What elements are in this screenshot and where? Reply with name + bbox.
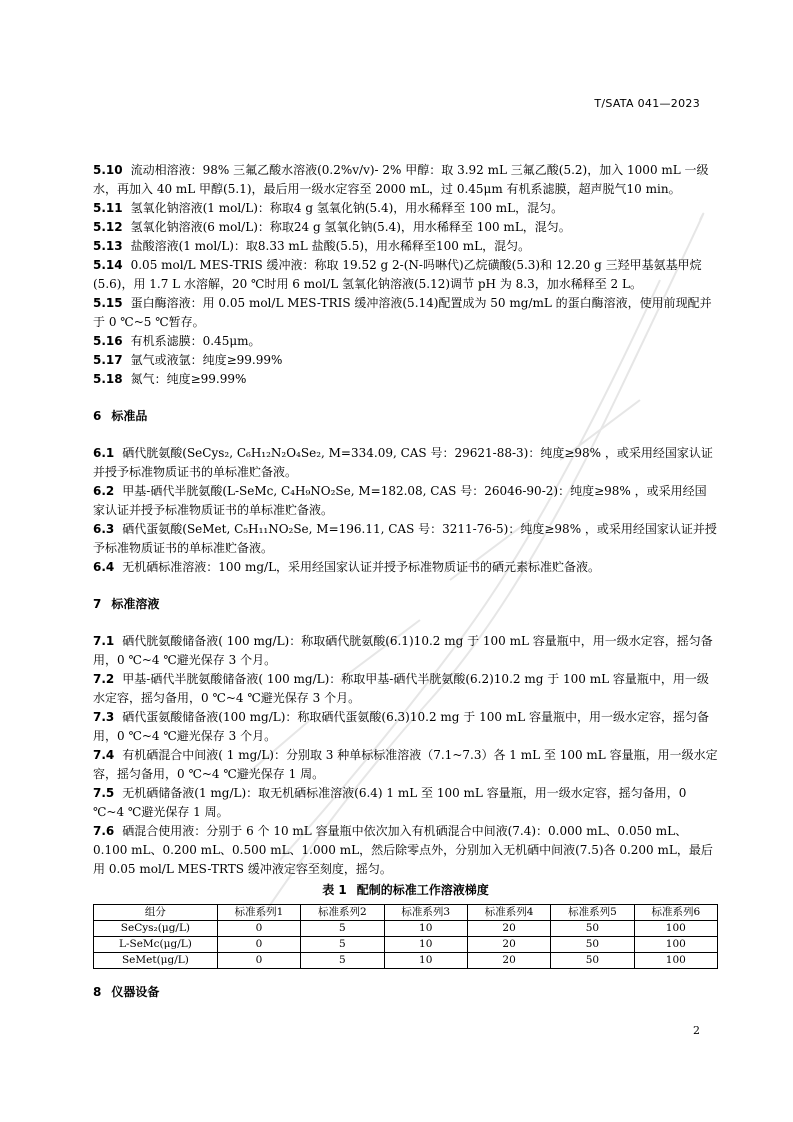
clause-text: 蛋白酶溶液：用 0.05 mol/L MES-TRIS 缓冲溶液(5.14)配置成为 50 mg/mL 的蛋白酶溶液，使用前现配并于 0 ℃~5 ℃暂存。 [93, 296, 712, 329]
table-row [94, 953, 718, 969]
solution-clause [93, 784, 718, 822]
section-8-heading: 8 仪器设备 [93, 985, 160, 999]
clause-text: 硒代胱氨酸(SeCys₂, C₆H₁₂N₂O₄Se₂, M=334.09, CAS 号：29621-88-3)：纯度≥98% ，或采用经国家认证并授予标准物质证书的单标准贮备液。 [93, 446, 713, 479]
table-cell: 10 [384, 937, 467, 953]
clause-number: 6.4 [93, 560, 115, 574]
table-header-cell: 标准系列3 [384, 905, 467, 921]
document-body [93, 161, 718, 1002]
reagent-clause [93, 256, 718, 294]
table-cell: 100 [634, 937, 717, 953]
table-header-cell: 标准系列4 [467, 905, 550, 921]
clause-text: 有机硒混合中间液( 1 mg/L)：分别取 3 种单标标准溶液（7.1~7.3）各 1 mL 至 100 mL 容量瓶，用一级水定容，摇匀备用，0 ℃~4 ℃避光保存 1 周。 [93, 748, 718, 781]
table-header-cell: 标准系列2 [301, 905, 384, 921]
clause-number: 7.6 [93, 824, 115, 838]
clause-number: 5.15 [93, 296, 123, 310]
table-cell: L-SeMc(μg/L) [94, 937, 218, 953]
clause-number: 7.5 [93, 786, 115, 800]
clause-number: 5.17 [93, 353, 123, 367]
standard-clause [93, 558, 718, 577]
table-body [94, 921, 718, 969]
table-cell: SeCys₂(μg/L) [94, 921, 218, 937]
table-caption: 表 1 配制的标准工作溶液梯度 [322, 883, 489, 897]
solution-clause [93, 670, 718, 708]
table-cell: 0 [217, 937, 300, 953]
clause-text: 硒代胱氨酸储备液( 100 mg/L)：称取硒代胱氨酸(6.1)10.2 mg 于 100 mL 容量瓶中，用一级水定容，摇匀备用，0 ℃~4 ℃避光保存 3 个月。 [93, 634, 713, 667]
clause-text: 甲基-硒代半胱氨酸储备液( 100 mg/L)：称取甲基-硒代半胱氨酸(6.2)10.2 mg 于 100 mL 容量瓶中，用一级水定容，摇匀备用，0 ℃~4 ℃避光保存 3 个月。 [93, 672, 709, 705]
table-cell: 100 [634, 953, 717, 969]
standard-clause [93, 520, 718, 558]
clause-text: 氢氧化钠溶液(1 mol/L)：称取4 g 氢氧化钠(5.4)，用水稀释至 100 mL，混匀。 [130, 201, 564, 215]
solution-clause [93, 632, 718, 670]
solution-clause [93, 746, 718, 784]
table-cell: 0 [217, 921, 300, 937]
clause-text: 硒代蛋氨酸储备液(100 mg/L)：称取硒代蛋氨酸(6.3)10.2 mg 于 100 mL 容量瓶中，用一级水定容，摇匀备用，0 ℃~4 ℃避光保存 3 个月。 [93, 710, 709, 743]
table-cell: 50 [551, 953, 634, 969]
table-row [94, 921, 718, 937]
table-cell: 0 [217, 953, 300, 969]
table-cell: 20 [467, 937, 550, 953]
reagent-clause [93, 161, 718, 199]
clause-number: 7.3 [93, 710, 115, 724]
section-7-heading: 7 标准溶液 [93, 597, 160, 611]
clause-text: 甲基-硒代半胱氨酸(L-SeMc, C₄H₉NO₂Se, M=182.08, CAS 号：26046-90-2)：纯度≥98% ，或采用经国家认证并授予标准物质证书的单标准贮备液。 [93, 484, 707, 517]
table-cell: 10 [384, 921, 467, 937]
standards-list [93, 444, 718, 577]
reagent-clause [93, 294, 718, 332]
table-cell: 50 [551, 937, 634, 953]
table-header-cell: 标准系列6 [634, 905, 717, 921]
standard-clause [93, 482, 718, 520]
clause-number: 5.10 [93, 163, 123, 177]
clause-text: 有机系滤膜：0.45μm。 [130, 334, 261, 348]
table-cell: 5 [301, 937, 384, 953]
clause-number: 5.12 [93, 220, 123, 234]
clause-text: 盐酸溶液(1 mol/L)：取8.33 mL 盐酸(5.5)，用水稀释至100 mL，混匀。 [130, 239, 531, 253]
table-cell: 20 [467, 921, 550, 937]
clause-text: 氩气或液氩：纯度≥99.99% [130, 353, 283, 367]
table-cell: 5 [301, 953, 384, 969]
reagent-clause [93, 199, 718, 218]
table-cell: SeMet(μg/L) [94, 953, 218, 969]
clause-text: 硒混合使用液：分别于 6 个 10 mL 容量瓶中依次加入有机硒混合中间液(7.4)：0.000 mL、0.050 mL、0.100 mL、0.200 mL、0.500 mL、1.000 mL，然后除零点外，分别加入无机硒中间液(7.5)各 0.200 mL，最后用 0.05 mol/L MES-TRTS 缓冲液定容至刻度，摇匀。 [93, 824, 713, 876]
solution-clause [93, 822, 718, 879]
clause-text: 无机硒储备液(1 mg/L)：取无机硒标准溶液(6.4) 1 mL 至 100 mL 容量瓶，用一级水定容，摇匀备用，0 ℃~4 ℃避光保存 1 周。 [93, 786, 687, 819]
clause-number: 5.16 [93, 334, 123, 348]
clause-text: 流动相溶液：98% 三氟乙酸水溶液(0.2%v/v)- 2% 甲醇：取 3.92 mL 三氟乙酸(5.2)，加入 1000 mL 一级水，再加入 40 mL 甲醇(5.1)，最后用一级水定容至 2000 mL，过 0.45μm 有机系滤膜，超声脱气10 min。 [93, 163, 709, 196]
table-cell: 50 [551, 921, 634, 937]
table-cell: 20 [467, 953, 550, 969]
clause-text: 氮气：纯度≥99.99% [130, 372, 247, 386]
clause-number: 5.14 [93, 258, 123, 272]
clause-number: 5.18 [93, 372, 123, 386]
solution-clause [93, 708, 718, 746]
reagent-clause [93, 351, 718, 370]
clause-text: 氢氧化钠溶液(6 mol/L)：称取24 g 氢氧化钠(5.4)，用水稀释至 100 mL，混匀。 [130, 220, 571, 234]
section-6-heading: 6 标准品 [93, 409, 148, 423]
reagent-clause [93, 370, 718, 389]
clause-text: 0.05 mol/L MES-TRIS 缓冲液：称取 19.52 g 2-(N-吗啉代)乙烷磺酸(5.3)和 12.20 g 三羟甲基氨基甲烷(5.6)，用 1.7 L 水溶解，20 ℃时用 6 mol/L 氢氧化钠溶液(5.12)调节 pH 为 8.3，加水稀释至 2 L。 [93, 258, 702, 291]
table-header-cell: 标准系列1 [217, 905, 300, 921]
page-number: 2 [693, 1024, 700, 1037]
standard-solutions-list [93, 632, 718, 879]
table-row [94, 937, 718, 953]
table-header-row [94, 905, 718, 921]
reagent-clause [93, 332, 718, 351]
clause-number: 7.1 [93, 634, 115, 648]
reagent-clause [93, 218, 718, 237]
clause-number: 7.4 [93, 748, 115, 762]
document-code: T/SATA 041—2023 [594, 97, 700, 110]
reagent-list [93, 161, 718, 389]
clause-number: 6.1 [93, 446, 115, 460]
clause-number: 5.11 [93, 201, 123, 215]
clause-number: 6.3 [93, 522, 115, 536]
clause-number: 6.2 [93, 484, 115, 498]
table-cell: 10 [384, 953, 467, 969]
standard-gradient-table [93, 904, 718, 969]
standard-clause [93, 444, 718, 482]
clause-text: 硒代蛋氨酸(SeMet, C₅H₁₁NO₂Se, M=196.11, CAS 号：3211-76-5)：纯度≥98% ，或采用经国家认证并授予标准物质证书的单标准贮备液。 [93, 522, 717, 555]
table-header-cell: 组分 [94, 905, 218, 921]
table-cell: 100 [634, 921, 717, 937]
clause-text: 无机硒标准溶液：100 mg/L，采用经国家认证并授予标准物质证书的硒元素标准贮备液。 [122, 560, 601, 574]
clause-number: 7.2 [93, 672, 115, 686]
table-header-cell: 标准系列5 [551, 905, 634, 921]
clause-number: 5.13 [93, 239, 123, 253]
reagent-clause [93, 237, 718, 256]
table-cell: 5 [301, 921, 384, 937]
